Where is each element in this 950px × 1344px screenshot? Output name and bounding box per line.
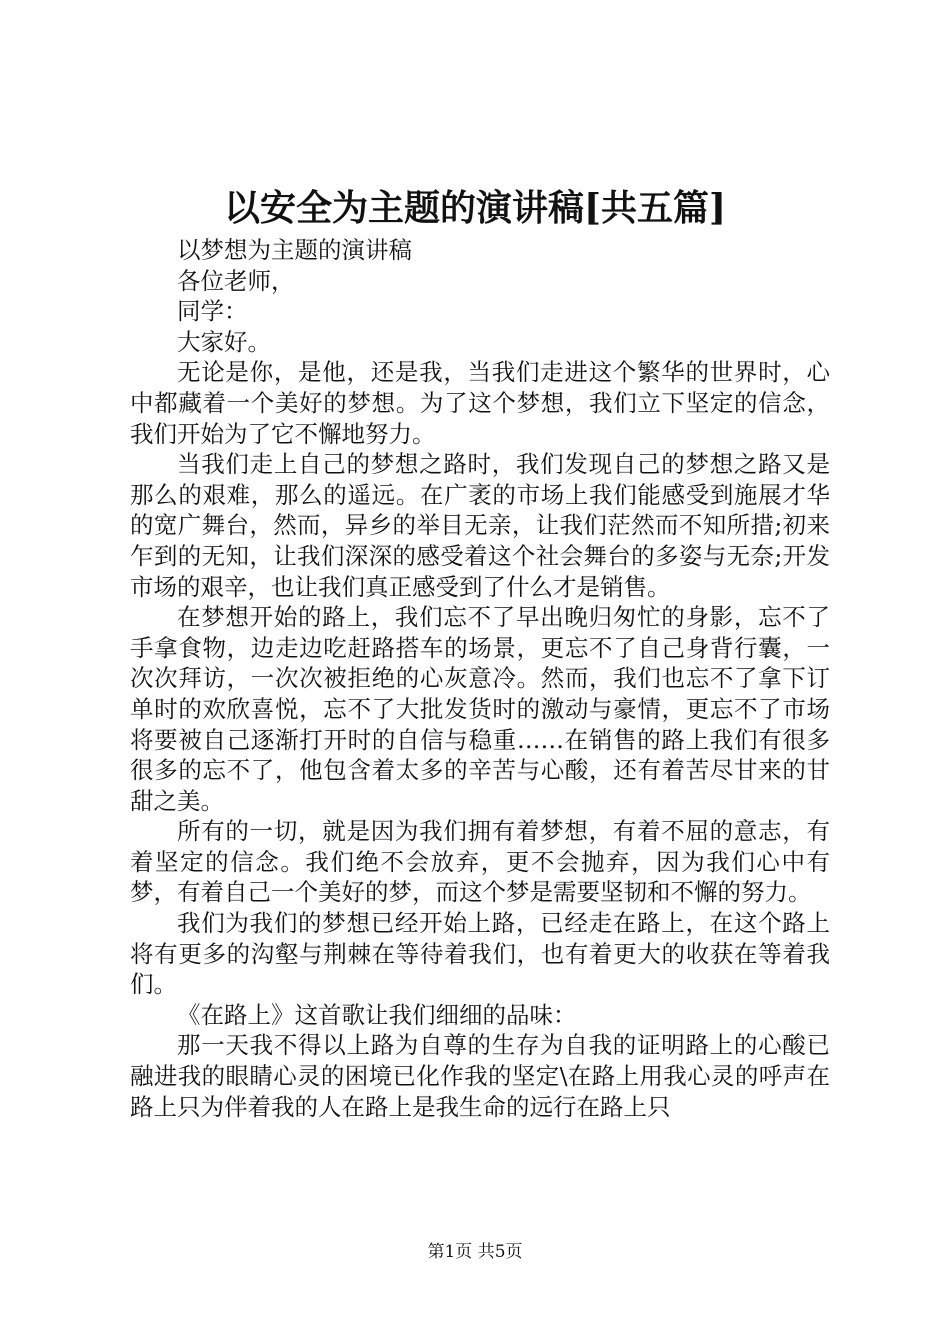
paragraph: 当我们走上自己的梦想之路时，我们发现自己的梦想之路又是那么的艰难，那么的遥远。在广袤的市场上我们能感受到施展才华的宽广舞台，然而，异乡的举目无亲，让我们茫然而不知所措;初来乍到的无知，让我们深深的感受着这个社会舞台的多姿与无奈;开发市场的艰辛，也让我们真正感受到了什么才是销售。 [130, 450, 830, 601]
paragraph: 无论是你，是他，还是我，当我们走进这个繁华的世界时，心中都藏着一个美好的梦想。为了这个梦想，我们立下坚定的信念，我们开始为了它不懈地努力。 [130, 358, 830, 448]
paragraph-subtitle: 以梦想为主题的演讲稿 [177, 236, 412, 264]
paragraph: 《在路上》这首歌让我们细细的品味： [177, 1000, 577, 1029]
paragraph-greeting-all: 大家好。 [177, 327, 271, 356]
paragraph-greeting-students: 同学： [177, 297, 248, 326]
paragraph: 在梦想开始的路上，我们忘不了早出晚归匆忙的身影，忘不了手拿食物，边走边吃赶路搭车的场景，更忘不了自己身背行囊，一次次拜访，一次次被拒绝的心灰意冷。然而，我们也忘不了拿下订单时的欢欣喜悦，忘不了大批发货时的激动与豪情，更忘不了市场将要被自己逐渐打开时的自信与稳重……在销售的路上我们有很多很多的忘不了，他包含着太多的辛苦与心酸，还有着苦尽甘来的甘甜之美。 [130, 603, 830, 815]
document-body [130, 235, 830, 1122]
paragraph-greeting-teachers: 各位老师， [177, 266, 295, 295]
paragraph: 所有的一切，就是因为我们拥有着梦想，有着不屈的意志，有着坚定的信念。我们绝不会放弃，更不会抛弃，因为我们心中有梦，有着自己一个美好的梦，而这个梦是需要坚韧和不懈的努力。 [130, 817, 830, 907]
paragraph: 那一天我不得以上路为自尊的生存为自我的证明路上的心酸已融进我的眼睛心灵的困境已化作我的坚定\在路上用我心灵的呼声在路上只为伴着我的人在路上是我生命的远行在路上只 [130, 1031, 830, 1121]
paragraph: 我们为我们的梦想已经开始上路，已经走在路上，在这个路上将有更多的沟壑与荆棘在等待着我们，也有着更大的收获在等着我们。 [130, 909, 830, 999]
document-title: 以安全为主题的演讲稿[共五篇] [223, 187, 727, 229]
page-number-footer: 第1页 共5页 [427, 1242, 523, 1262]
